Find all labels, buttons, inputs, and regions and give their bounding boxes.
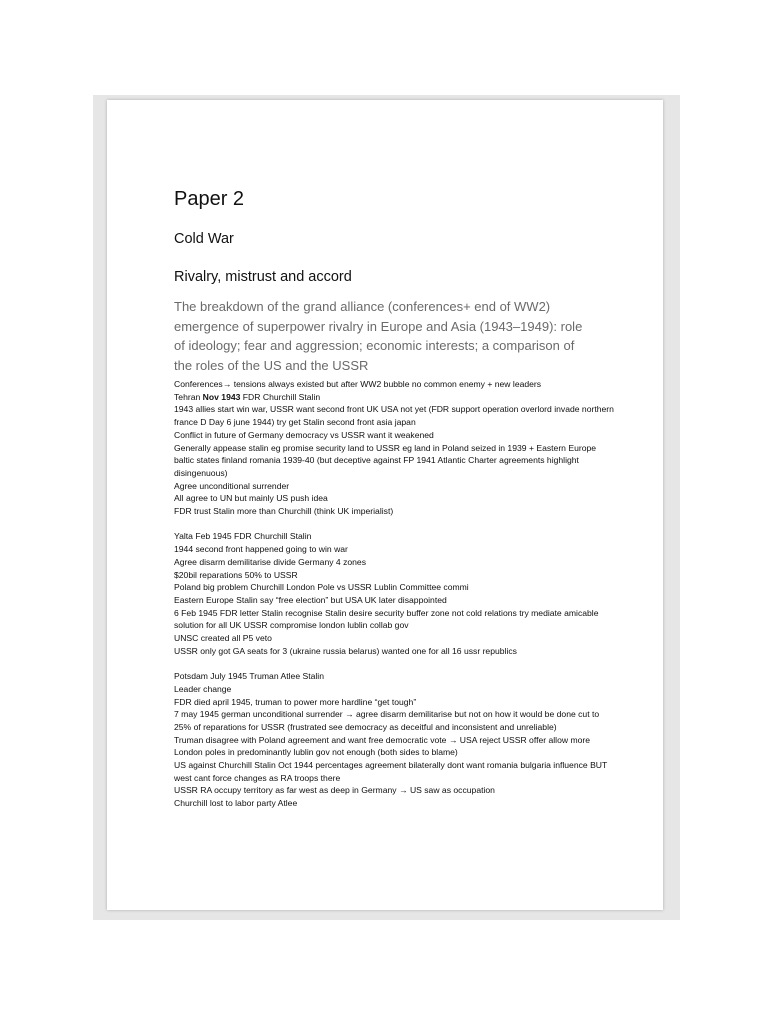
paragraph-gap bbox=[174, 657, 614, 670]
yalta-heading: Yalta Feb 1945 FDR Churchill Stalin bbox=[174, 531, 312, 542]
paragraph-gap bbox=[174, 518, 614, 531]
section-heading-rivalry: Rivalry, mistrust and accord bbox=[174, 269, 352, 285]
potsdam-line: US against Churchill Stalin Oct 1944 percentages agreement bilaterally dont want romania bulgaria influence BUT west cant force changes as RA troops there bbox=[174, 760, 608, 783]
yalta-line: USSR only got GA seats for 3 (ukraine russia belarus) wanted one for all 16 ussr republics bbox=[174, 645, 517, 656]
yalta-line: $20bil reparations 50% to USSR bbox=[174, 569, 298, 580]
tehran-heading-date: Nov 1943 bbox=[202, 391, 241, 402]
tehran-line: All agree to UN but mainly US push idea bbox=[174, 493, 328, 504]
document-content bbox=[174, 186, 614, 810]
topic-heading: The breakdown of the grand alliance (conferences+ end of WW2) emergence of superpower rivalry in Europe and Asia (1943–1949): role of ideology; fear and aggression; economic interests; a comparison of the roles of the US and the USSR bbox=[174, 299, 583, 373]
notes-body bbox=[174, 378, 614, 810]
yalta-line: Poland big problem Churchill London Pole vs USSR Lublin Committee commi bbox=[174, 582, 469, 593]
tehran-line: Generally appease stalin eg promise security land to USSR eg land in Poland seized in 1939 + Eastern Europe baltic states finland romania 1939-40 (but deceptive against FP 1941 Atlantic Charter agreements highlight disingenuous) bbox=[174, 442, 597, 478]
tehran-heading-leaders: FDR Churchill Stalin bbox=[240, 391, 321, 402]
potsdam-line: Churchill lost to labor party Atlee bbox=[174, 798, 298, 809]
yalta-line: 6 Feb 1945 FDR letter Stalin recognise Stalin desire security buffer zone not cold relations try mediate amicable solution for all UK USSR compromise london lublin collab gov bbox=[174, 607, 599, 631]
page-title: Paper 2 bbox=[174, 188, 245, 210]
notes-intro: Conferences→ tensions always existed but after WW2 bubble no common enemy + new leaders bbox=[174, 379, 542, 389]
tehran-line: 1943 allies start win war, USSR want second front UK USA not yet (FDR support operation overlord invade northern france D Day 6 june 1944) try get Stalin second front asia japan bbox=[174, 404, 614, 428]
yalta-line: Eastern Europe Stalin say “free election” but USA UK later disappointed bbox=[174, 594, 447, 605]
tehran-line: Conflict in future of Germany democracy vs USSR want it weakened bbox=[174, 429, 434, 440]
tehran-line: FDR trust Stalin more than Churchill (think UK imperialist) bbox=[174, 506, 394, 517]
section-heading-cold-war: Cold War bbox=[174, 231, 234, 247]
potsdam-line: Leader change bbox=[174, 683, 232, 694]
yalta-line: 1944 second front happened going to win war bbox=[174, 544, 348, 555]
yalta-line: UNSC created all P5 veto bbox=[174, 633, 272, 644]
potsdam-line: FDR died april 1945, truman to power more hardline “get tough” bbox=[174, 696, 417, 707]
potsdam-line: 7 may 1945 german unconditional surrender → agree disarm demilitarise but not on how it would be done cut to 25% of reparations for USSR (frustrated see democracy as deceitful and inconsistent and unreliable) bbox=[174, 709, 600, 732]
tehran-heading bbox=[174, 391, 614, 404]
tehran-line: Agree unconditional surrender bbox=[174, 480, 290, 491]
potsdam-heading: Potsdam July 1945 Truman Atlee Stalin bbox=[174, 671, 324, 682]
tehran-heading-name: Tehran bbox=[174, 391, 203, 402]
potsdam-line: USSR RA occupy territory as far west as deep in Germany → US saw as occupation bbox=[174, 785, 495, 796]
potsdam-line: Truman disagree with Poland agreement and want free democratic vote → USA reject USSR offer allow more London poles in predominantly lublin gov not enough (both sides to blame) bbox=[174, 734, 591, 758]
yalta-line: Agree disarm demilitarise divide Germany 4 zones bbox=[174, 556, 367, 567]
